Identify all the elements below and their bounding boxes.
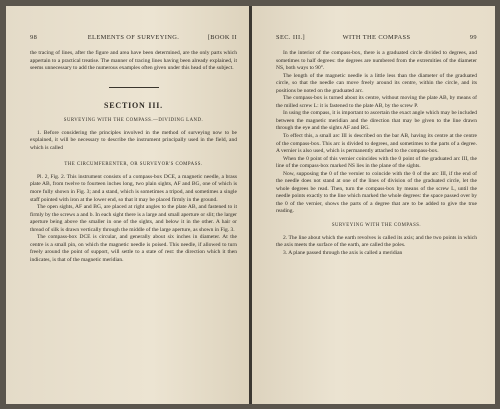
left-opening-paragraph: the tracing of lines, after the figure and area have been determined, are the only parts which appertain to a practical treatise. The manner of tracing lines having been already explained, it seems unnecessary to add the numerous examples often given under this head of the subject. xyxy=(30,50,237,72)
left-running-title: ELEMENTS OF SURVEYING. xyxy=(87,34,180,41)
right-running-head xyxy=(276,34,477,44)
left-paragraph-4: The compass-box DCE is circular, and generally about six inches in diameter. At the centre is a small pin, on which the magnetic needle is poised. This needle, if allowed to turn freely around the point of support, will settle to a state of rest: the direction which it then indicates, is that of the magnetic meridian. xyxy=(30,234,237,263)
right-page xyxy=(252,6,495,404)
left-running-head xyxy=(30,34,237,44)
right-section-ref: SEC. III.] xyxy=(276,34,306,41)
right-paragraph-2: The length of the magnetic needle is a little less than the diameter of the graduated circle, so that the needle can move freely around its centre, within the circle, and its positions be noted on the graduated arc. xyxy=(276,72,477,94)
right-paragraph-6: When the 0 point of this vernier coincides with the 0 point of the graduated arc III, the line of the compass-box marked NS lies in the plane of the sights. xyxy=(276,155,477,170)
left-body-text xyxy=(30,50,237,264)
right-paragraph-9: 3. A plane passed through the axis is called a meridian xyxy=(283,249,403,256)
right-paragraph-3: The compass-box is turned about its centre, without moving the plate AB, by means of the milled screw L: it is fastened to the plate AB, by the screw P. xyxy=(276,95,477,109)
left-paragraph-1: 1. Before considering the principles involved in the method of surveying now to be explained, it will be necessary to describe the instrument principally used in the field, and which is called xyxy=(30,129,237,151)
right-paragraph-8: 2. The line about which the earth revolves is called its axis; and the two points in which the axis meets the surface of the earth, are called the poles. xyxy=(276,234,477,249)
section-title: SECTION III. xyxy=(104,100,163,110)
left-page xyxy=(6,6,249,404)
section-divider-rule xyxy=(109,87,159,88)
right-paragraph-7: Now, supposing the 0 of the vernier to coincide with the 0 of the arc III, if the end of the needle does not stand at one of the lines of division of the graduated circle, let the whole degrees be read. Then, turn the compass-box by means of the screw L, until the needle points exactly to the line which marked the whole degrees: the space passed over by the 0 of the vernier, shows the parts of a degree that are to be added to give the true reading. xyxy=(276,170,477,215)
right-running-title: WITH THE COMPASS xyxy=(342,34,411,41)
circumferenter-subhead: THE CIRCUMFERENTER, OR SURVEYOR'S COMPASS. xyxy=(64,162,203,168)
right-paragraph-4: In using the compass, it is important to ascertain the exact angle which may be included between the magnetic meridian and the direction that may be given to the line drawn through the eye and the sights AF and BG. xyxy=(276,110,477,132)
right-page-number: 99 xyxy=(469,34,477,41)
left-book-ref: [BOOK II xyxy=(207,34,237,41)
right-paragraph-5: To effect this, a small arc III is described on the bar AB, having its centre at the centre of the compass-box. This arc is divided to degrees, and sometimes to the parts of a degree. A vernier is also used, which is permanently attached to the compass-box. xyxy=(276,133,477,155)
left-paragraph-3: The open sights, AF and BG, are placed at right angles to the plate AB, and fastened to it firmly by the screws a and b. In each sight there is a large and small aperture or slit; the larger aperture being above the smaller in one of the sights, and below it in the other. A hair or thread of silk is drawn vertically through the middle of the large aperture, as shown in Fig. 3. xyxy=(30,204,237,233)
right-body-text xyxy=(276,50,477,257)
left-paragraph-2: Pl. 2, Fig. 2. This instrument consists of a compass-box DCE, a magnetic needle, a brass plate AB, from twelve to fourteen inches long, two plain sights, AF and BG, one of which is more fully shown in Fig. 3; and a stand, which is sometimes a tripod, and sometimes a single staff pointed with iron at the lower end, so that it may be placed firmly in the ground. xyxy=(30,173,237,203)
right-paragraph-1: In the interior of the compass-box, there is a graduated circle divided to degrees, and sometimes to half degrees: the degrees are numbered from the extremities of the diameter NS, both ways to 90°. xyxy=(276,50,477,72)
section-subhead: SURVEYING WITH THE COMPASS.—DIVIDING LAND. xyxy=(63,118,204,124)
left-page-number: 98 xyxy=(30,34,38,41)
surveying-subhead: SURVEYING WITH THE COMPASS. xyxy=(331,223,422,229)
